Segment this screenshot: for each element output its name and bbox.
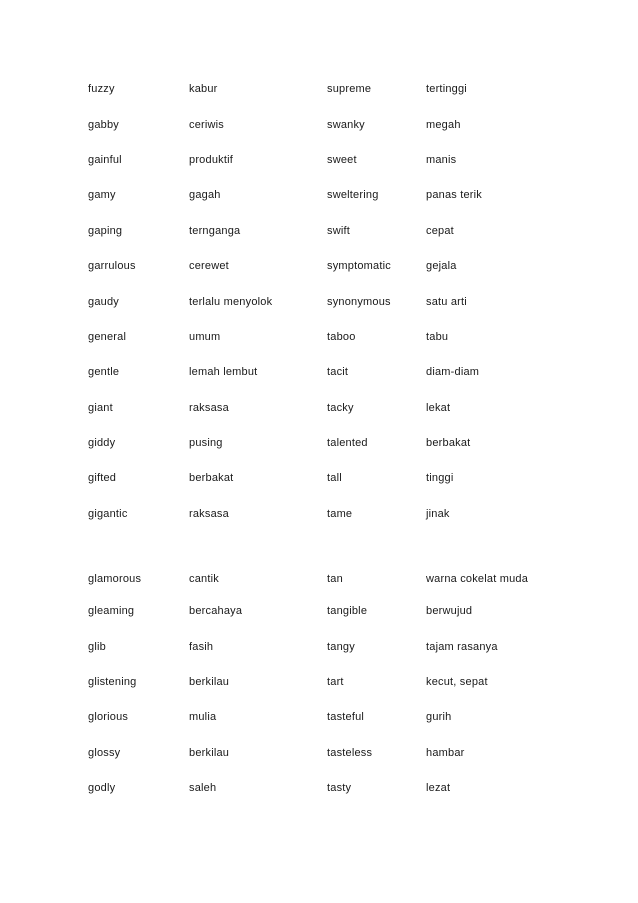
table-row: [88, 736, 588, 771]
indonesian-meaning-left: berkilau: [189, 746, 230, 759]
table-row: [88, 700, 588, 735]
table-row: [88, 665, 588, 700]
english-word-left: glamorous: [88, 573, 142, 586]
indonesian-meaning-left: berbakat: [189, 472, 234, 485]
english-word-right: synonymous: [327, 295, 391, 308]
table-row: [88, 391, 588, 426]
table-row: [88, 284, 588, 319]
indonesian-meaning-left: terlalu menyolok: [189, 295, 273, 308]
indonesian-meaning-right: berbakat: [426, 437, 471, 450]
english-word-right: supreme: [327, 83, 372, 96]
indonesian-meaning-right: diam-diam: [426, 366, 480, 379]
indonesian-meaning-left: ternganga: [189, 224, 241, 237]
indonesian-meaning-right: tabu: [426, 330, 449, 343]
table-row: [88, 532, 588, 594]
english-word-right: swanky: [327, 118, 365, 131]
indonesian-meaning-right: kecut, sepat: [426, 676, 488, 689]
indonesian-meaning-right: panas terik: [426, 189, 483, 202]
indonesian-meaning-left: gagah: [189, 189, 221, 202]
english-word-left: gaudy: [88, 295, 119, 308]
english-word-left: gabby: [88, 118, 119, 131]
table-row: [88, 214, 588, 249]
english-word-left: godly: [88, 782, 116, 795]
english-word-left: glossy: [88, 746, 121, 759]
indonesian-meaning-right: manis: [426, 153, 457, 166]
indonesian-meaning-left: pusing: [189, 437, 223, 450]
indonesian-meaning-right: tajam rasanya: [426, 640, 498, 653]
indonesian-meaning-left: cerewet: [189, 260, 229, 273]
indonesian-meaning-right: lekat: [426, 401, 451, 414]
table-row: [88, 771, 588, 806]
indonesian-meaning-left: mulia: [189, 711, 217, 724]
indonesian-meaning-left: umum: [189, 330, 221, 343]
english-word-right: tacky: [327, 401, 354, 414]
english-word-left: glistening: [88, 676, 137, 689]
indonesian-meaning-right: lezat: [426, 782, 451, 795]
indonesian-meaning-left: saleh: [189, 782, 217, 795]
english-word-left: general: [88, 330, 127, 343]
indonesian-meaning-left: raksasa: [189, 401, 229, 414]
english-word-left: garrulous: [88, 260, 136, 273]
table-row: [88, 461, 588, 496]
indonesian-meaning-left: cantik: [189, 573, 219, 586]
english-word-right: sweltering: [327, 189, 379, 202]
vocabulary-table-body: [88, 72, 588, 806]
english-word-left: gifted: [88, 472, 117, 485]
table-row: [88, 497, 588, 532]
english-word-right: sweet: [327, 153, 357, 166]
indonesian-meaning-left: raksasa: [189, 507, 229, 520]
english-word-right: tangy: [327, 640, 355, 653]
english-word-left: gamy: [88, 189, 116, 202]
table-row: [88, 107, 588, 142]
english-word-right: talented: [327, 437, 368, 450]
table-row: [88, 629, 588, 664]
indonesian-meaning-right: satu arti: [426, 295, 467, 308]
indonesian-meaning-right: tertinggi: [426, 83, 467, 96]
indonesian-meaning-left: produktif: [189, 153, 233, 166]
indonesian-meaning-left: ceriwis: [189, 118, 225, 131]
english-word-right: taboo: [327, 330, 356, 343]
english-word-right: tasteless: [327, 746, 373, 759]
indonesian-meaning-right: berwujud: [426, 605, 473, 618]
english-word-right: tasty: [327, 782, 352, 795]
english-word-right: tasteful: [327, 711, 365, 724]
indonesian-meaning-right: warna cokelat muda: [426, 573, 529, 586]
indonesian-meaning-left: fasih: [189, 640, 214, 653]
vocabulary-table: [88, 72, 588, 806]
indonesian-meaning-right: hambar: [426, 746, 465, 759]
english-word-right: tangible: [327, 605, 368, 618]
table-row: [88, 143, 588, 178]
english-word-left: giddy: [88, 437, 116, 450]
english-word-right: symptomatic: [327, 260, 391, 273]
table-row: [88, 320, 588, 355]
indonesian-meaning-right: jinak: [426, 507, 450, 520]
table-row: [88, 426, 588, 461]
english-word-left: fuzzy: [88, 83, 115, 96]
english-word-left: gentle: [88, 366, 120, 379]
english-word-left: glib: [88, 640, 106, 653]
english-word-right: swift: [327, 224, 350, 237]
english-word-right: tacit: [327, 366, 349, 379]
english-word-left: gigantic: [88, 507, 128, 520]
english-word-left: giant: [88, 401, 113, 414]
table-row: [88, 72, 588, 107]
indonesian-meaning-right: cepat: [426, 224, 454, 237]
indonesian-meaning-right: megah: [426, 118, 461, 131]
indonesian-meaning-left: kabur: [189, 83, 218, 96]
english-word-right: tart: [327, 676, 344, 689]
indonesian-meaning-left: bercahaya: [189, 605, 243, 618]
table-row: [88, 355, 588, 390]
indonesian-meaning-right: gurih: [426, 711, 452, 724]
english-word-right: tame: [327, 507, 353, 520]
english-word-right: tall: [327, 472, 342, 485]
english-word-right: tan: [327, 573, 343, 586]
indonesian-meaning-right: gejala: [426, 260, 457, 273]
table-row: [88, 594, 588, 629]
english-word-left: gainful: [88, 153, 122, 166]
english-word-left: gaping: [88, 224, 123, 237]
table-row: [88, 178, 588, 213]
english-word-left: glorious: [88, 711, 129, 724]
english-word-left: gleaming: [88, 605, 135, 618]
indonesian-meaning-left: lemah lembut: [189, 366, 258, 379]
indonesian-meaning-right: tinggi: [426, 472, 454, 485]
table-row: [88, 249, 588, 284]
indonesian-meaning-left: berkilau: [189, 676, 230, 689]
